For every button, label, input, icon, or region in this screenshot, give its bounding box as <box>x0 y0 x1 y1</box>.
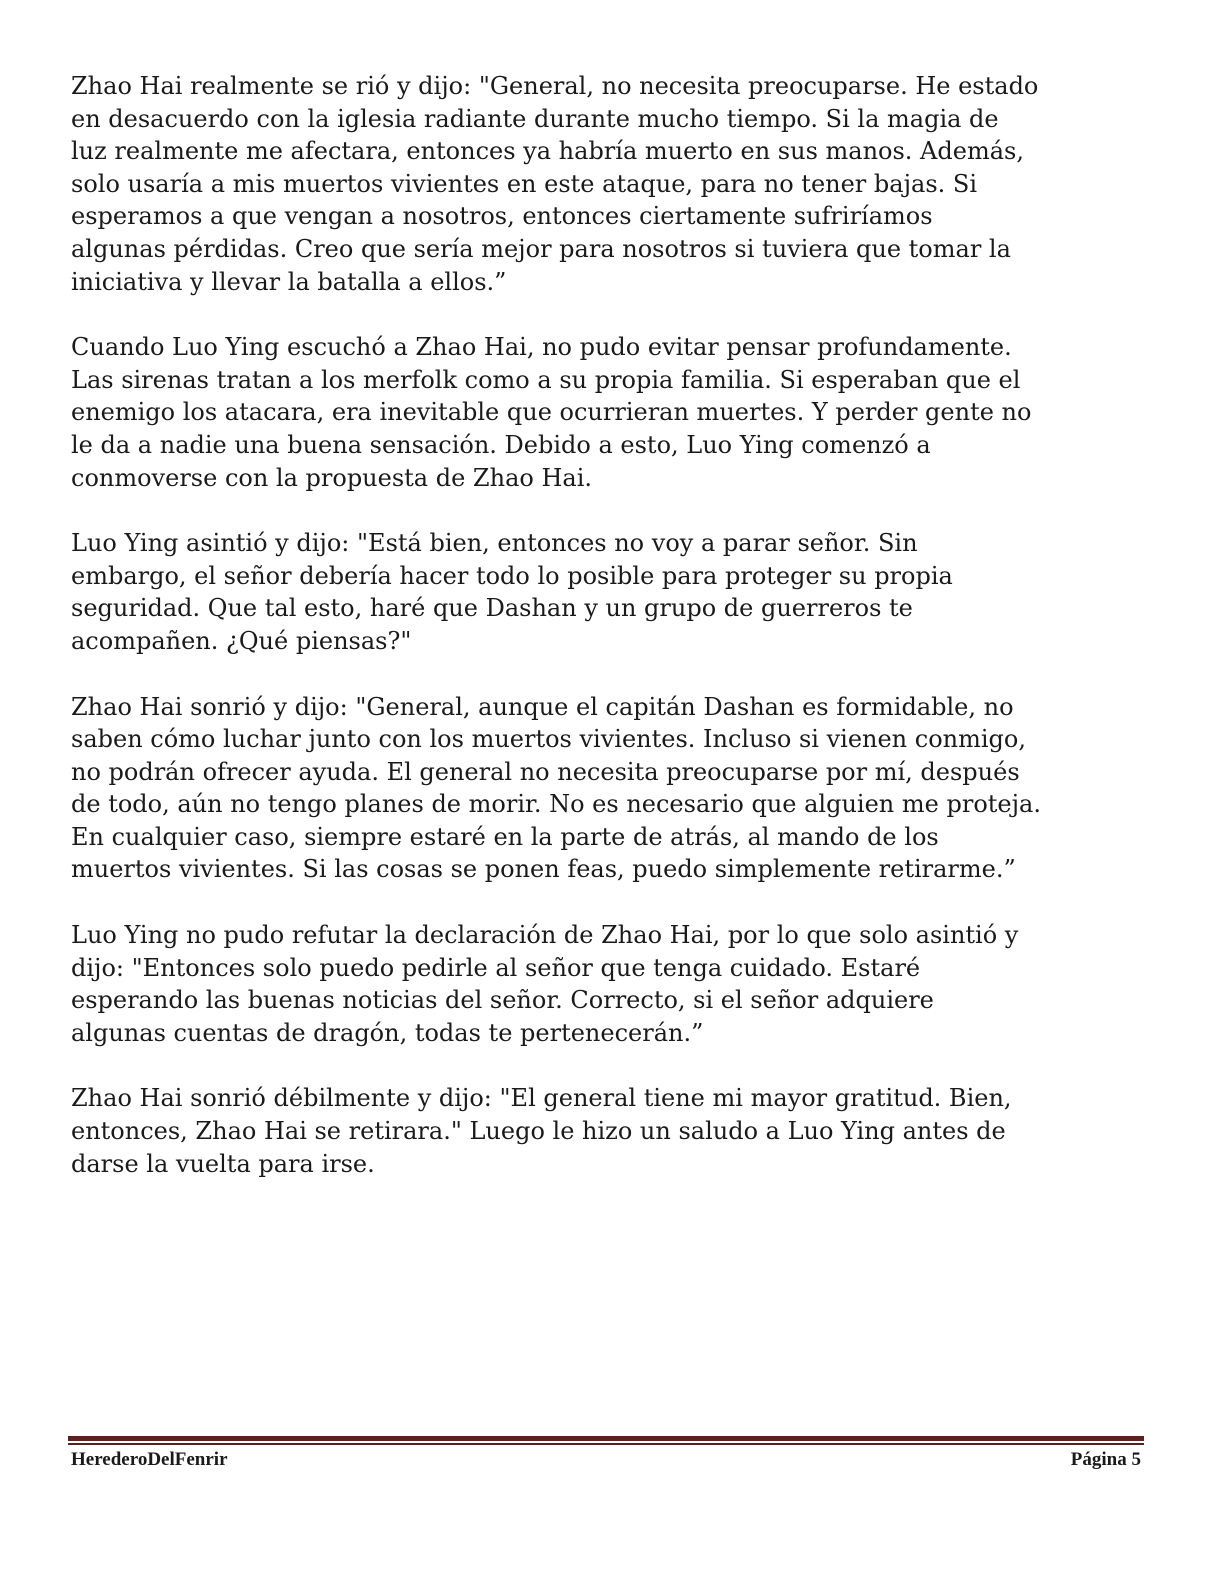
paragraph-2: Cuando Luo Ying escuchó a Zhao Hai, no pudo evitar pensar profundamente. Las sirenas tratan a los merfolk como a su propia familia. Si esperaban que el enemigo los atacara, era inevitable que ocurrieran muertes. Y perder gente no le da a nadie una buena sensación. Debido a esto, Luo Ying comenzó a conmoverse con la propuesta de Zhao Hai. <box>71 333 1032 492</box>
paragraph-1: Zhao Hai realmente se rió y dijo: "General, no necesita preocuparse. He estado en desacuerdo con la iglesia radiante durante mucho tiempo. Si la magia de luz realmente me afectara, entonces ya habría muerto en sus manos. Además, solo usaría a mis muertos vivientes en este ataque, para no tener bajas. Si esperamos a que vengan a nosotros, entonces ciertamente sufriríamos algunas pérdidas. Creo que sería mejor para nosotros si tuviera que tomar la iniciativa y llevar la batalla a ellos.” <box>71 72 1039 296</box>
footer-page-number: Página 5 <box>1070 1449 1141 1470</box>
body-text <box>71 70 1153 1213</box>
paragraph-4: Zhao Hai sonrió y dijo: "General, aunque el capitán Dashan es formidable, no saben cómo luchar junto con los muertos vivientes. Incluso si vienen conmigo, no podrán ofrecer ayuda. El general no necesita preocuparse por mí, después de todo, aún no tengo planes de morir. No es necesario que alguien me proteja. En cualquier caso, siempre estaré en la parte de atrás, al mando de los muertos vivientes. Si las cosas se ponen feas, puedo simplemente retirarme.” <box>71 692 1041 884</box>
footer-divider-thin <box>68 1443 1144 1445</box>
footer-author: HerederoDelFenrir <box>71 1449 228 1470</box>
paragraph-3: Luo Ying asintió y dijo: "Está bien, entonces no voy a parar señor. Sin embargo, el señor debería hacer todo lo posible para proteger su propia seguridad. Que tal esto, haré que Dashan y un grupo de guerreros te acompañen. ¿Qué piensas?" <box>71 529 953 655</box>
footer-divider-thick <box>68 1436 1144 1441</box>
paragraph-5: Luo Ying no pudo refutar la declaración de Zhao Hai, por lo que solo asintió y dijo: "Entonces solo puedo pedirle al señor que tenga cuidado. Estaré esperando las buenas noticias del señor. Correcto, si el señor adquiere algunas cuentas de dragón, todas te pertenecerán.” <box>71 921 1019 1047</box>
paragraph-6: Zhao Hai sonrió débilmente y dijo: "El general tiene mi mayor gratitud. Bien, entonces, Zhao Hai se retirara." Luego le hizo un saludo a Luo Ying antes de darse la vuelta para irse. <box>71 1084 1012 1178</box>
footer-divider <box>68 1436 1144 1446</box>
